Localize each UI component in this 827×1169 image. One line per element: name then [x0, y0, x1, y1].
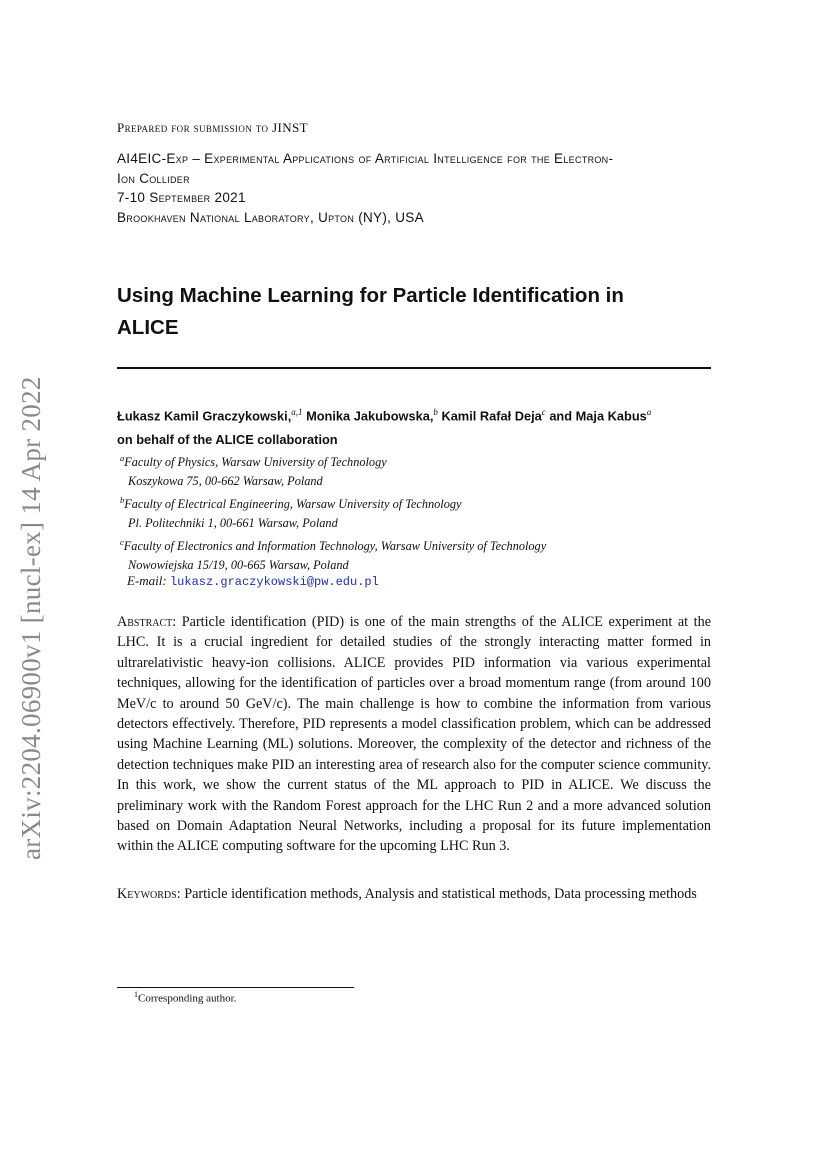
affiliation-mark: a: [120, 453, 125, 463]
conference-info: [117, 149, 711, 227]
title-line2: ALICE: [117, 316, 179, 339]
email-label: E-mail:: [127, 573, 167, 588]
keywords-label: Keywords:: [117, 886, 181, 902]
title-rule: [117, 367, 711, 369]
affiliation-institution: Faculty of Electronics and Information Technology, Warsaw University of Technology: [123, 539, 547, 554]
abstract-label: Abstract:: [117, 614, 177, 630]
arxiv-sidebar-stamp: [16, 360, 64, 860]
author-affil-mark: c: [541, 407, 546, 417]
author-affil-mark: a,1: [291, 407, 303, 417]
author-name: Maja Kabus: [575, 408, 647, 424]
footnote-mark: 1: [134, 990, 138, 999]
keywords: [117, 884, 711, 904]
affiliation-a: [120, 449, 714, 491]
author-affil-mark: b: [433, 407, 438, 417]
affiliation-address: Pl. Politechniki 1, 00-661 Warsaw, Poland: [128, 516, 338, 531]
affiliation-c: [120, 533, 714, 575]
affiliations: [120, 449, 714, 575]
author-name: Łukasz Kamil Graczykowski,: [117, 408, 292, 424]
arxiv-id: arXiv:2204.06900v1 [nucl-ex] 14 Apr 2022: [16, 376, 46, 860]
author-list: [117, 400, 711, 452]
keywords-text: Particle identification methods, Analysis and statistical methods, Data processing methods: [184, 886, 697, 902]
abstract: [117, 612, 711, 857]
affiliation-address: Nowowiejska 15/19, 00-665 Warsaw, Poland: [128, 558, 349, 573]
author-line: [117, 400, 711, 428]
email-link[interactable]: lukasz.graczykowski@pw.edu.pl: [169, 575, 379, 589]
footnote-rule: [117, 987, 354, 988]
author-name: Monika Jakubowska,: [306, 408, 434, 424]
title-line1: Using Machine Learning for Particle Identification in: [117, 284, 624, 307]
prepared-for-submission: Prepared for submission to JINST: [117, 120, 309, 135]
conference-location: Brookhaven National Laboratory, Upton (NY), USA: [117, 209, 424, 225]
affiliation-institution: Faculty of Physics, Warsaw University of Technology: [124, 455, 387, 470]
footnote-text: Corresponding author.: [138, 992, 237, 1005]
affiliation-mark: b: [120, 495, 125, 506]
footnote: [134, 990, 728, 1005]
conference-dates: 7-10 September 2021: [117, 190, 246, 205]
conference-name-line2: Ion Collider: [117, 170, 190, 186]
conference-name-line1: AI4EIC-Exp – Experimental Applications of Artificial Intelligence for the Electron-: [117, 151, 614, 166]
contact-email: [127, 573, 721, 589]
abstract-text: Particle identification (PID) is one of the main strengths of the ALICE experiment at the LHC. It is a crucial ingredient for detailed studies of the strongly interacting matter formed in ultrarelativistic heavy-ion collisions. ALICE provides PID information via various experimental techniques, allowing for the identification of particles over a broad momentum range (from around 100 MeV/c to around 50 GeV/c). The main challenge is how to combine the information from various detectors effectively. Therefore, PID represents a model classification problem, which can be addressed using Machine Learning (ML) solutions. Moreover, the complexity of the detector and richness of the detection techniques make PID an interesting area of research also for the computer science community. In this work, we show the current status of the ML approach to PID in ALICE. We discuss the preliminary work with the Random Forest approach for the LHC Run 2 and a more advanced solution based on Domain Adaptation Neural Networks, including a proposal for its future implementation within the ALICE computing software for the upcoming LHC Run 3.: [117, 614, 712, 855]
author-conjunction: and: [549, 408, 573, 424]
author-affil-mark: a: [646, 407, 652, 417]
affiliation-b: [120, 491, 714, 533]
author-name: Kamil Rafał Deja: [441, 408, 542, 424]
collaboration-line: on behalf of the ALICE collaboration: [117, 432, 338, 448]
affiliation-address: Koszykowa 75, 00-662 Warsaw, Poland: [128, 474, 323, 489]
affiliation-mark: c: [120, 537, 124, 548]
paper-title: [117, 280, 711, 344]
affiliation-institution: Faculty of Electrical Engineering, Warsaw University of Technology: [124, 497, 462, 512]
